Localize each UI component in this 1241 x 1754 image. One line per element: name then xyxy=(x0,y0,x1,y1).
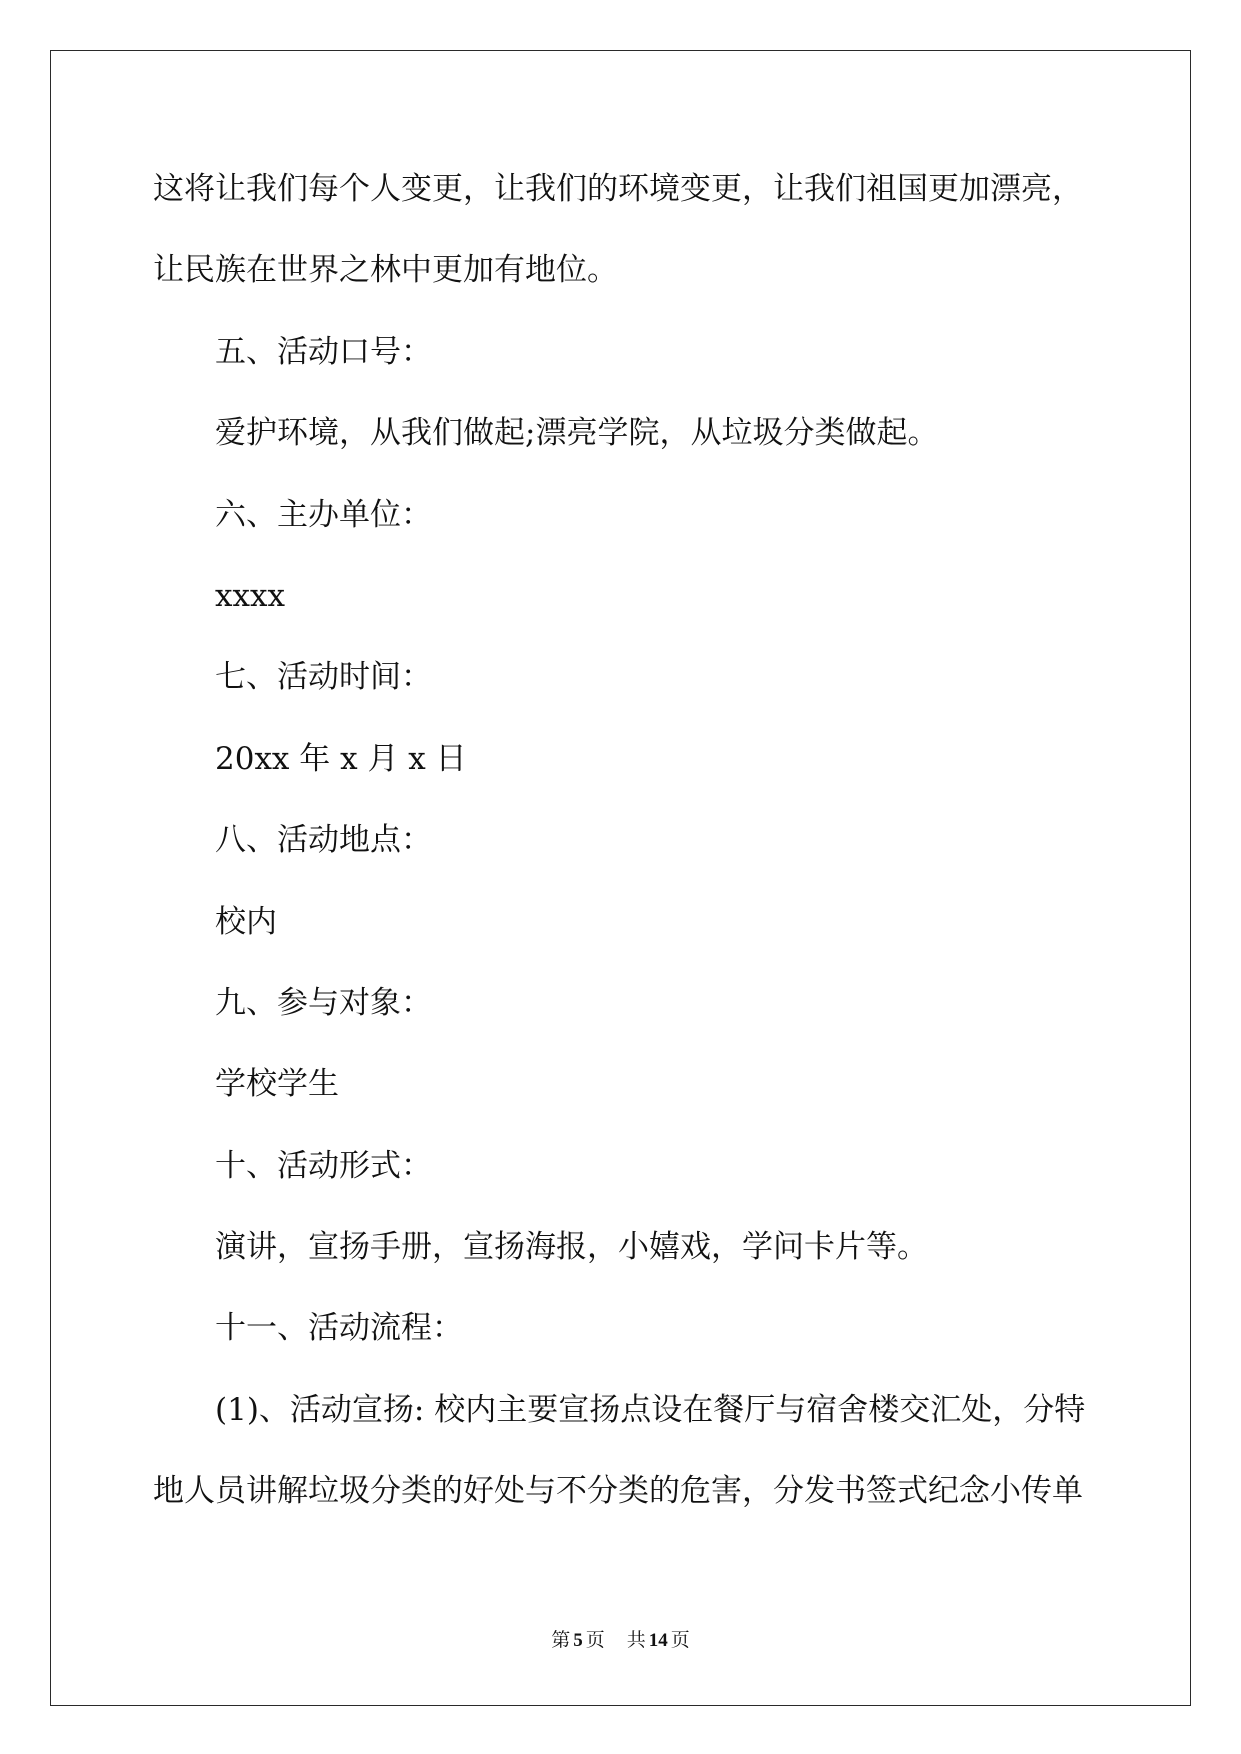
section-content: 地人员讲解垃圾分类的好处与不分类的危害，分发书签式纪念小传单 xyxy=(153,1473,1083,1510)
page-number: 5 xyxy=(573,1630,583,1651)
section-heading: 十一、活动流程： xyxy=(215,1310,463,1347)
section-organizer xyxy=(153,475,1163,638)
section-content: (1)、活动宣扬: 校内主要宣扬点设在餐厅与宿舍楼交汇处，分特 xyxy=(215,1391,1086,1428)
section-slogan xyxy=(153,312,1163,475)
page-number-suffix: 页 xyxy=(585,1630,605,1651)
section-content: 爱护环境，从我们做起;漂亮学院，从垃圾分类做起。 xyxy=(215,415,939,452)
page-number-prefix: 第 xyxy=(551,1630,571,1651)
section-heading: 六、主办单位： xyxy=(215,496,432,533)
paragraph-line: 让民族在世界之林中更加有地位。 xyxy=(153,252,618,289)
section-heading: 五、活动口号： xyxy=(215,333,432,370)
section-content: 20xx 年 x 月 x 日 xyxy=(215,740,467,777)
section-time xyxy=(153,637,1163,800)
total-pages-prefix: 共 xyxy=(626,1630,646,1651)
total-pages-suffix: 页 xyxy=(670,1630,690,1651)
paragraph-line: 这将让我们每个人变更，让我们的环境变更，让我们祖国更加漂亮， xyxy=(153,171,1083,207)
section-heading: 八、活动地点： xyxy=(215,822,432,859)
section-heading: 九、参与对象： xyxy=(215,984,432,1021)
section-content: 学校学生 xyxy=(215,1066,339,1103)
page-footer xyxy=(0,1629,1241,1653)
section-heading: 七、活动时间： xyxy=(215,659,432,696)
section-heading: 十、活动形式： xyxy=(215,1147,432,1184)
section-format xyxy=(153,1126,1163,1289)
section-content: 校内 xyxy=(215,903,277,940)
document-body xyxy=(153,149,1163,1533)
section-content: xxxx xyxy=(215,577,285,614)
section-location xyxy=(153,800,1163,963)
total-pages: 14 xyxy=(648,1630,668,1651)
section-content: 演讲，宣扬手册，宣扬海报，小嬉戏，学问卡片等。 xyxy=(215,1229,928,1266)
section-process xyxy=(153,1288,1163,1532)
section-participants xyxy=(153,963,1163,1126)
